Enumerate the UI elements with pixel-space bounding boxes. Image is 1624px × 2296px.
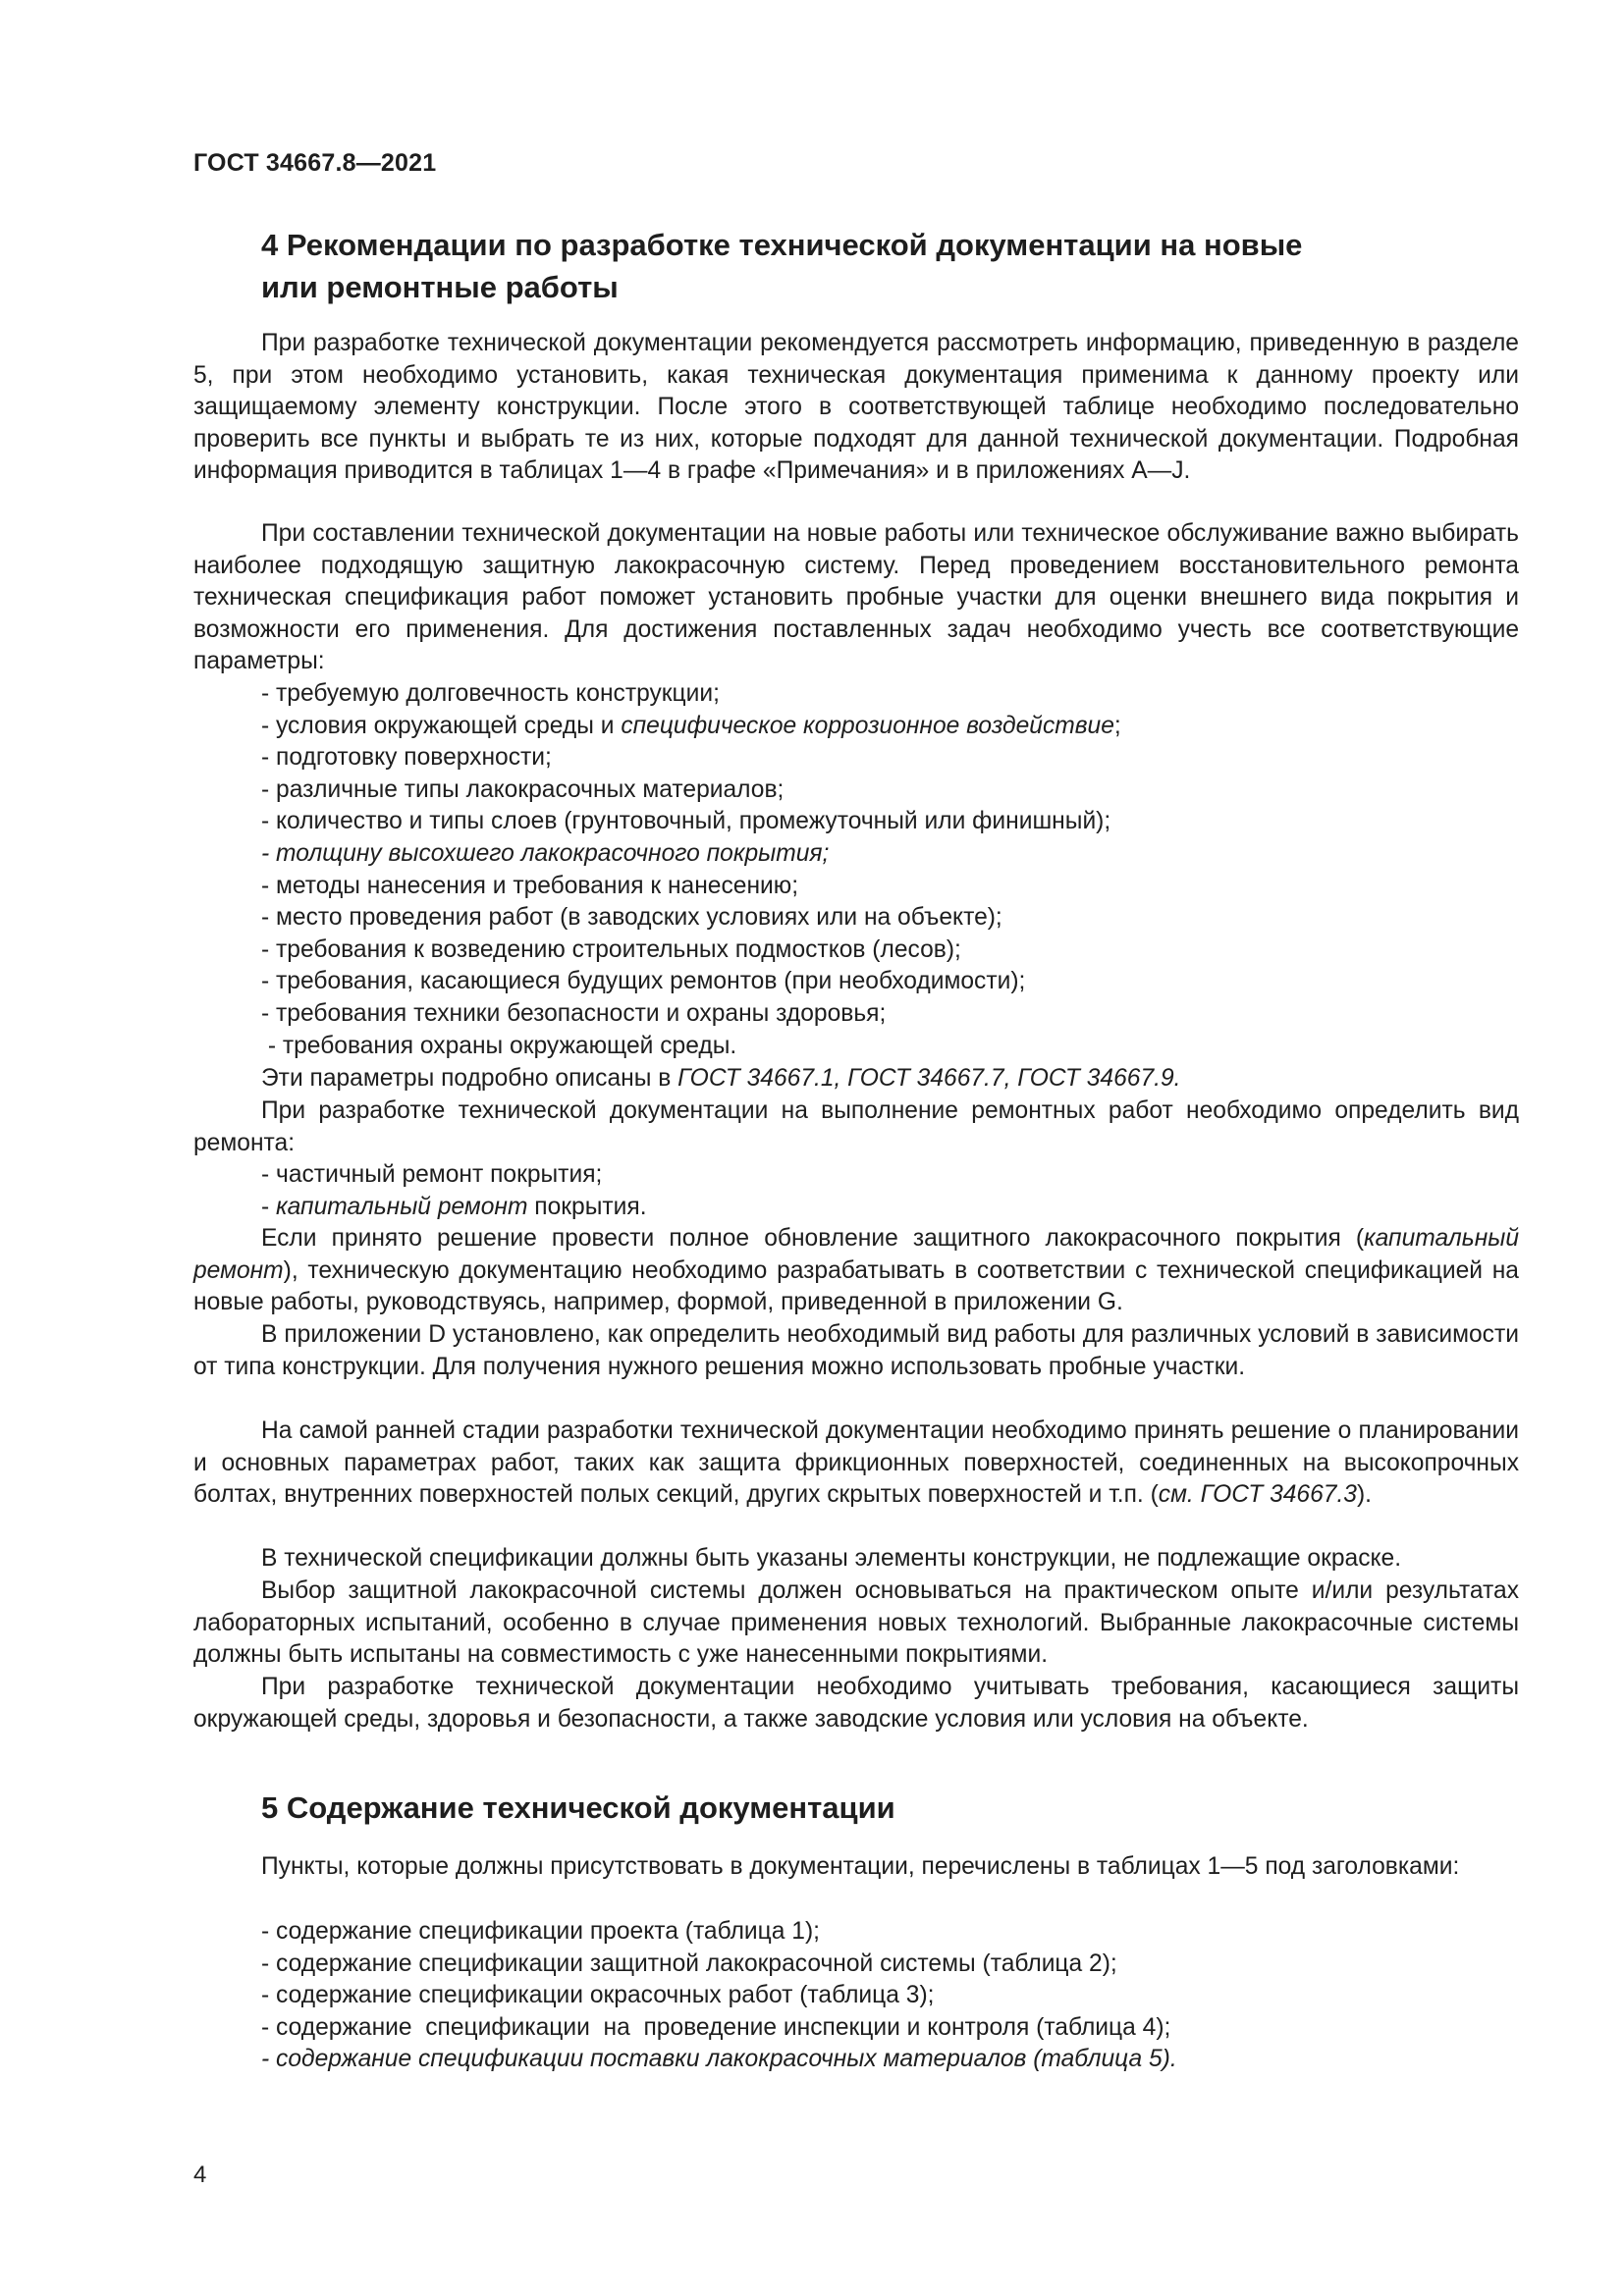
list-item: - место проведения работ (в заводских условиях или на объекте); xyxy=(261,904,1002,932)
section-4-paragraph-4: При разработке технической документации на выполнение ремонтных работ необходимо определить вид ремонта: xyxy=(193,1097,1519,1156)
page-number: 4 xyxy=(193,2162,207,2188)
list-item: - методы нанесения и требования к нанесению; xyxy=(261,872,799,899)
list-item: - содержание спецификации окрасочных работ (таблица 3); xyxy=(261,1982,935,2009)
list-item: - толщину высохшего лакокрасочного покрытия; xyxy=(261,839,830,867)
list-item: - требования техники безопасности и охраны здоровья; xyxy=(261,999,887,1027)
section-4-title xyxy=(261,224,1302,308)
list-item: - содержание спецификации на проведение инспекции и контроля (таблица 4); xyxy=(261,2013,1171,2041)
list-item: - подготовку поверхности; xyxy=(261,744,552,772)
list-item: - частичный ремонт покрытия; xyxy=(261,1161,603,1188)
section-5-paragraph-1: Пункты, которые должны присутствовать в документации, перечислены в таблицах 1—5 под заголовками: xyxy=(261,1853,1460,1880)
section-4-paragraph-1: При разработке технической документации рекомендуется рассмотреть информацию, приведенную в разделе 5, при этом необходимо установить, какая техническая документация применима к данному проекту или защищаемому элементу конструкции. После этого в соответствующей таблице необходимо последовательно проверить все пункты и выбрать те из них, которые подходят для данной технической документации. Подробная информация приводится в таблицах 1—4 в графе «Примечания» и в приложениях A—J. xyxy=(193,330,1519,485)
section-4-paragraph-5: Если принято решение провести полное обновление защитного лакокрасочного покрытия (капитальный ремонт), техническую документацию необходимо разрабатывать в соответствии с технической спецификацией на новые работы, руководствуясь, например, формой, приведенной в приложении G. xyxy=(193,1225,1519,1316)
section-4-paragraph-9: Выбор защитной лакокрасочной системы должен основываться на практическом опыте и/или результатах лабораторных испытаний, особенно в случае применения новых технологий. Выбранные лакокрасочные системы должны быть испытаны на совместимость с уже нанесенными покрытиями. xyxy=(193,1577,1519,1669)
section-4-paragraph-8: В технической спецификации должны быть указаны элементы конструкции, не подлежащие окраске. xyxy=(261,1545,1402,1572)
list-item: - содержание спецификации поставки лакокрасочных материалов (таблица 5). xyxy=(261,2046,1177,2073)
list-item: - требуемую долговечность конструкции; xyxy=(261,680,720,707)
list-item: - капитальный ремонт покрытия. xyxy=(261,1193,647,1220)
list-item: - различные типы лакокрасочных материалов; xyxy=(261,775,785,803)
section-4-paragraph-10: При разработке технической документации необходимо учитывать требования, касающиеся защиты окружающей среды, здоровья и безопасности, а также заводские условия или условия на объекте. xyxy=(193,1674,1519,1733)
list-item: - требования охраны окружающей среды. xyxy=(261,1032,737,1059)
list-item: - содержание спецификации проекта (таблица 1); xyxy=(261,1918,820,1945)
section-4-title-line1: 4 Рекомендации по разработке технической документации на новые xyxy=(261,228,1303,262)
list-item: - требования, касающиеся будущих ремонтов (при необходимости); xyxy=(261,968,1026,995)
section-4-paragraph-2: При составлении технической документации на новые работы или техническое обслуживание важно выбирать наиболее подходящую защитную лакокрасочную систему. Перед проведением восстановительного ремонта техническая спецификация работ поможет установить пробные участки для оценки внешнего вида покрытия и возможности его применения. Для достижения поставленных задач необходимо учесть все соответствующие параметры: xyxy=(193,520,1519,675)
specifications-list xyxy=(261,1916,1518,2076)
list-item: - содержание спецификации защитной лакокрасочной системы (таблица 2); xyxy=(261,1949,1117,1977)
parameters-list xyxy=(261,678,1518,1062)
section-4-title-line2: или ремонтные работы xyxy=(261,270,619,304)
list-item: - количество и типы слоев (грунтовочный, промежуточный или финишный); xyxy=(261,808,1111,835)
section-4-paragraph-3: Эти параметры подробно описаны в ГОСТ 34667.1, ГОСТ 34667.7, ГОСТ 34667.9. xyxy=(261,1065,1181,1092)
section-4-paragraph-6: В приложении D установлено, как определить необходимый вид работы для различных условий в зависимости от типа конструкции. Для получения нужного решения можно использовать пробные участки. xyxy=(193,1321,1519,1380)
list-item: - условия окружающей среды и специфическое коррозионное воздействие; xyxy=(261,712,1121,739)
section-5-title: 5 Содержание технической документации xyxy=(261,1790,895,1825)
section-4-paragraph-7: На самой ранней стадии разработки технической документации необходимо принять решение о планировании и основных параметрах работ, таких как защита фрикционных поверхностей, соединенных на высокопрочных болтах, внутренних поверхностей полых секций, других скрытых поверхностей и т.п. (см. ГОСТ 34667.3). xyxy=(193,1417,1519,1509)
list-item: - требования к возведению строительных подмостков (лесов); xyxy=(261,935,961,963)
repair-types-list xyxy=(261,1159,1518,1223)
document-code-header: ГОСТ 34667.8—2021 xyxy=(193,149,437,177)
